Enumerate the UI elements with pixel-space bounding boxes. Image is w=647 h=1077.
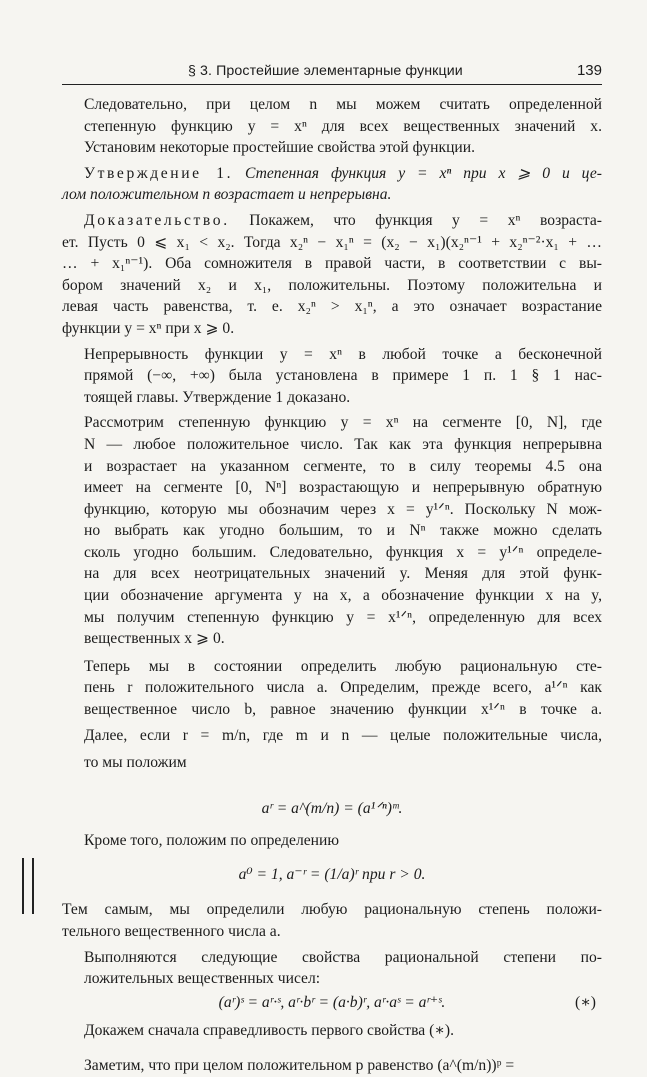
proof	[62, 210, 602, 340]
running-title: § 3. Простейшие элементарные функции	[188, 63, 463, 79]
paragraph-note	[62, 1055, 602, 1077]
formula-tag: (∗)	[575, 993, 596, 1011]
paragraph-continuity	[62, 344, 602, 409]
paragraph-thus	[62, 899, 602, 942]
paragraph-properties	[62, 947, 602, 990]
text-line	[62, 163, 602, 185]
text-line: … + x₁ⁿ⁻¹). Оба сомножителя в правой части, в соответствии с вы-	[62, 255, 602, 273]
text-line: лом положительном n возрастает и непрерывна.	[62, 186, 392, 204]
statement-text: Степенная функция y = xⁿ при x ⩾ 0 и це-	[245, 164, 602, 182]
paragraph-segment	[62, 412, 602, 650]
statement-1	[62, 163, 602, 206]
statement-label: Утверждение 1.	[84, 164, 234, 182]
paragraph-rational	[62, 656, 602, 774]
text-line: то мы положим	[84, 754, 187, 772]
text-line: Выполняются следующие свойства рациональной степени по-	[84, 948, 602, 966]
text-line: ции обозначение аргумента y на x, а обозначение функции x на y,	[84, 587, 602, 605]
text-line: Непрерывность функции y = xⁿ в любой точке a бесконечной	[84, 345, 602, 363]
formula-text: (aʳ)ˢ = aʳ·ˢ, aʳ·bʳ = (a·b)ʳ, aʳ·aˢ = aʳ⁺ˢ.	[218, 993, 446, 1011]
paragraph-besides	[62, 830, 602, 852]
text-line: вещественных x ⩾ 0.	[84, 630, 225, 648]
proof-label: Доказательство.	[84, 211, 230, 229]
formula-zero-negative-power	[62, 851, 602, 899]
proof-text: Покажем, что функция y = xⁿ возраста-	[249, 211, 602, 229]
text-line: Заметим, что при целом положительном p равенство (a^(m/n))ᵖ =	[84, 1057, 515, 1075]
text-line: но выбрать как угодно большим, то и Nⁿ также можно сделать	[84, 522, 602, 540]
text-line: тельного вещественного числа a.	[62, 923, 281, 940]
text-line: сколь угодно большим. Следовательно, функция x = y¹ᐟⁿ определе-	[84, 543, 602, 561]
page-number: 139	[576, 62, 602, 79]
text-line: мы получим степенную функцию y = x¹ᐟⁿ, определенную для всех	[84, 608, 602, 626]
text-line	[62, 210, 602, 232]
margin-marker	[22, 858, 34, 914]
text-line: пень r положительного числа a. Определим, прежде всего, a¹ᐟⁿ как	[84, 679, 602, 697]
formula-text: aʳ = a^(m/n) = (a¹ᐟⁿ)ᵐ.	[261, 799, 403, 817]
formula-properties	[62, 990, 602, 1018]
text-line: имеет на сегменте [0, Nⁿ] возрастающую и непрерывную обратную	[84, 479, 602, 497]
text-line: Далее, если r = m/n, где m и n — целые положительные числа,	[84, 726, 602, 744]
page-body	[62, 94, 602, 1077]
text-line: Докажем сначала справедливость первого свойства (∗).	[84, 1021, 454, 1039]
text-line: ет. Пусть 0 ⩽ x₁ < x₂. Тогда x₂ⁿ − x₁ⁿ = (x₂ − x₁)(x₂ⁿ⁻¹ + x₂ⁿ⁻²·x₁ + …	[62, 233, 602, 251]
text-line: левая часть равенства, т. е. x₂ⁿ > x₁ⁿ, а это означает возрастание	[62, 298, 602, 316]
text-line: Тем самым, мы определили любую рациональную степень положи-	[62, 901, 602, 919]
text-line: Теперь мы в состоянии определить любую рациональную сте-	[84, 657, 602, 675]
text-line: Кроме того, положим по определению	[84, 831, 339, 849]
text-line: Установим некоторые простейшие свойства этой функции.	[84, 139, 476, 157]
running-header	[62, 58, 602, 85]
text-line: бором значений x₂ и x₁, положительны. Поэтому положительна и	[62, 276, 602, 294]
text-line: Следовательно, при целом n мы можем считать определенной	[84, 96, 602, 113]
text-line: и возрастает на указанном сегменте, то в силу теоремы 4.5 она	[84, 457, 602, 475]
text-line: N — любое положительное число. Так как эта функция непрерывна	[84, 435, 602, 453]
text-line: на для всех неотрицательных значений y. Меняя для этой функ-	[84, 565, 602, 583]
formula-text: a⁰ = 1, a⁻ʳ = (1/a)ʳ при r > 0.	[238, 866, 426, 884]
text-line: прямой (−∞, +∞) была установлена в примере 1 п. 1 § 1 нас-	[84, 367, 602, 385]
text-line: функции y = xⁿ при x ⩾ 0.	[62, 319, 235, 337]
text-line: ложительных вещественных чисел:	[84, 970, 321, 988]
formula-rational-power	[62, 774, 602, 830]
text-line: степенную функцию y = xⁿ для всех вещественных значений x.	[84, 117, 602, 135]
paragraph-prove-first	[62, 1020, 602, 1042]
text-line: вещественное число b, равное значению функции x¹ᐟⁿ в точке a.	[84, 701, 602, 719]
text-line: функцию, которую мы обозначим через x = y¹ᐟⁿ. Поскольку N мож-	[84, 500, 602, 518]
paragraph-intro	[62, 94, 602, 159]
text-line: Рассмотрим степенную функцию y = xⁿ на сегменте [0, N], где	[84, 414, 602, 432]
text-line: тоящей главы. Утверждение 1 доказано.	[84, 388, 351, 406]
